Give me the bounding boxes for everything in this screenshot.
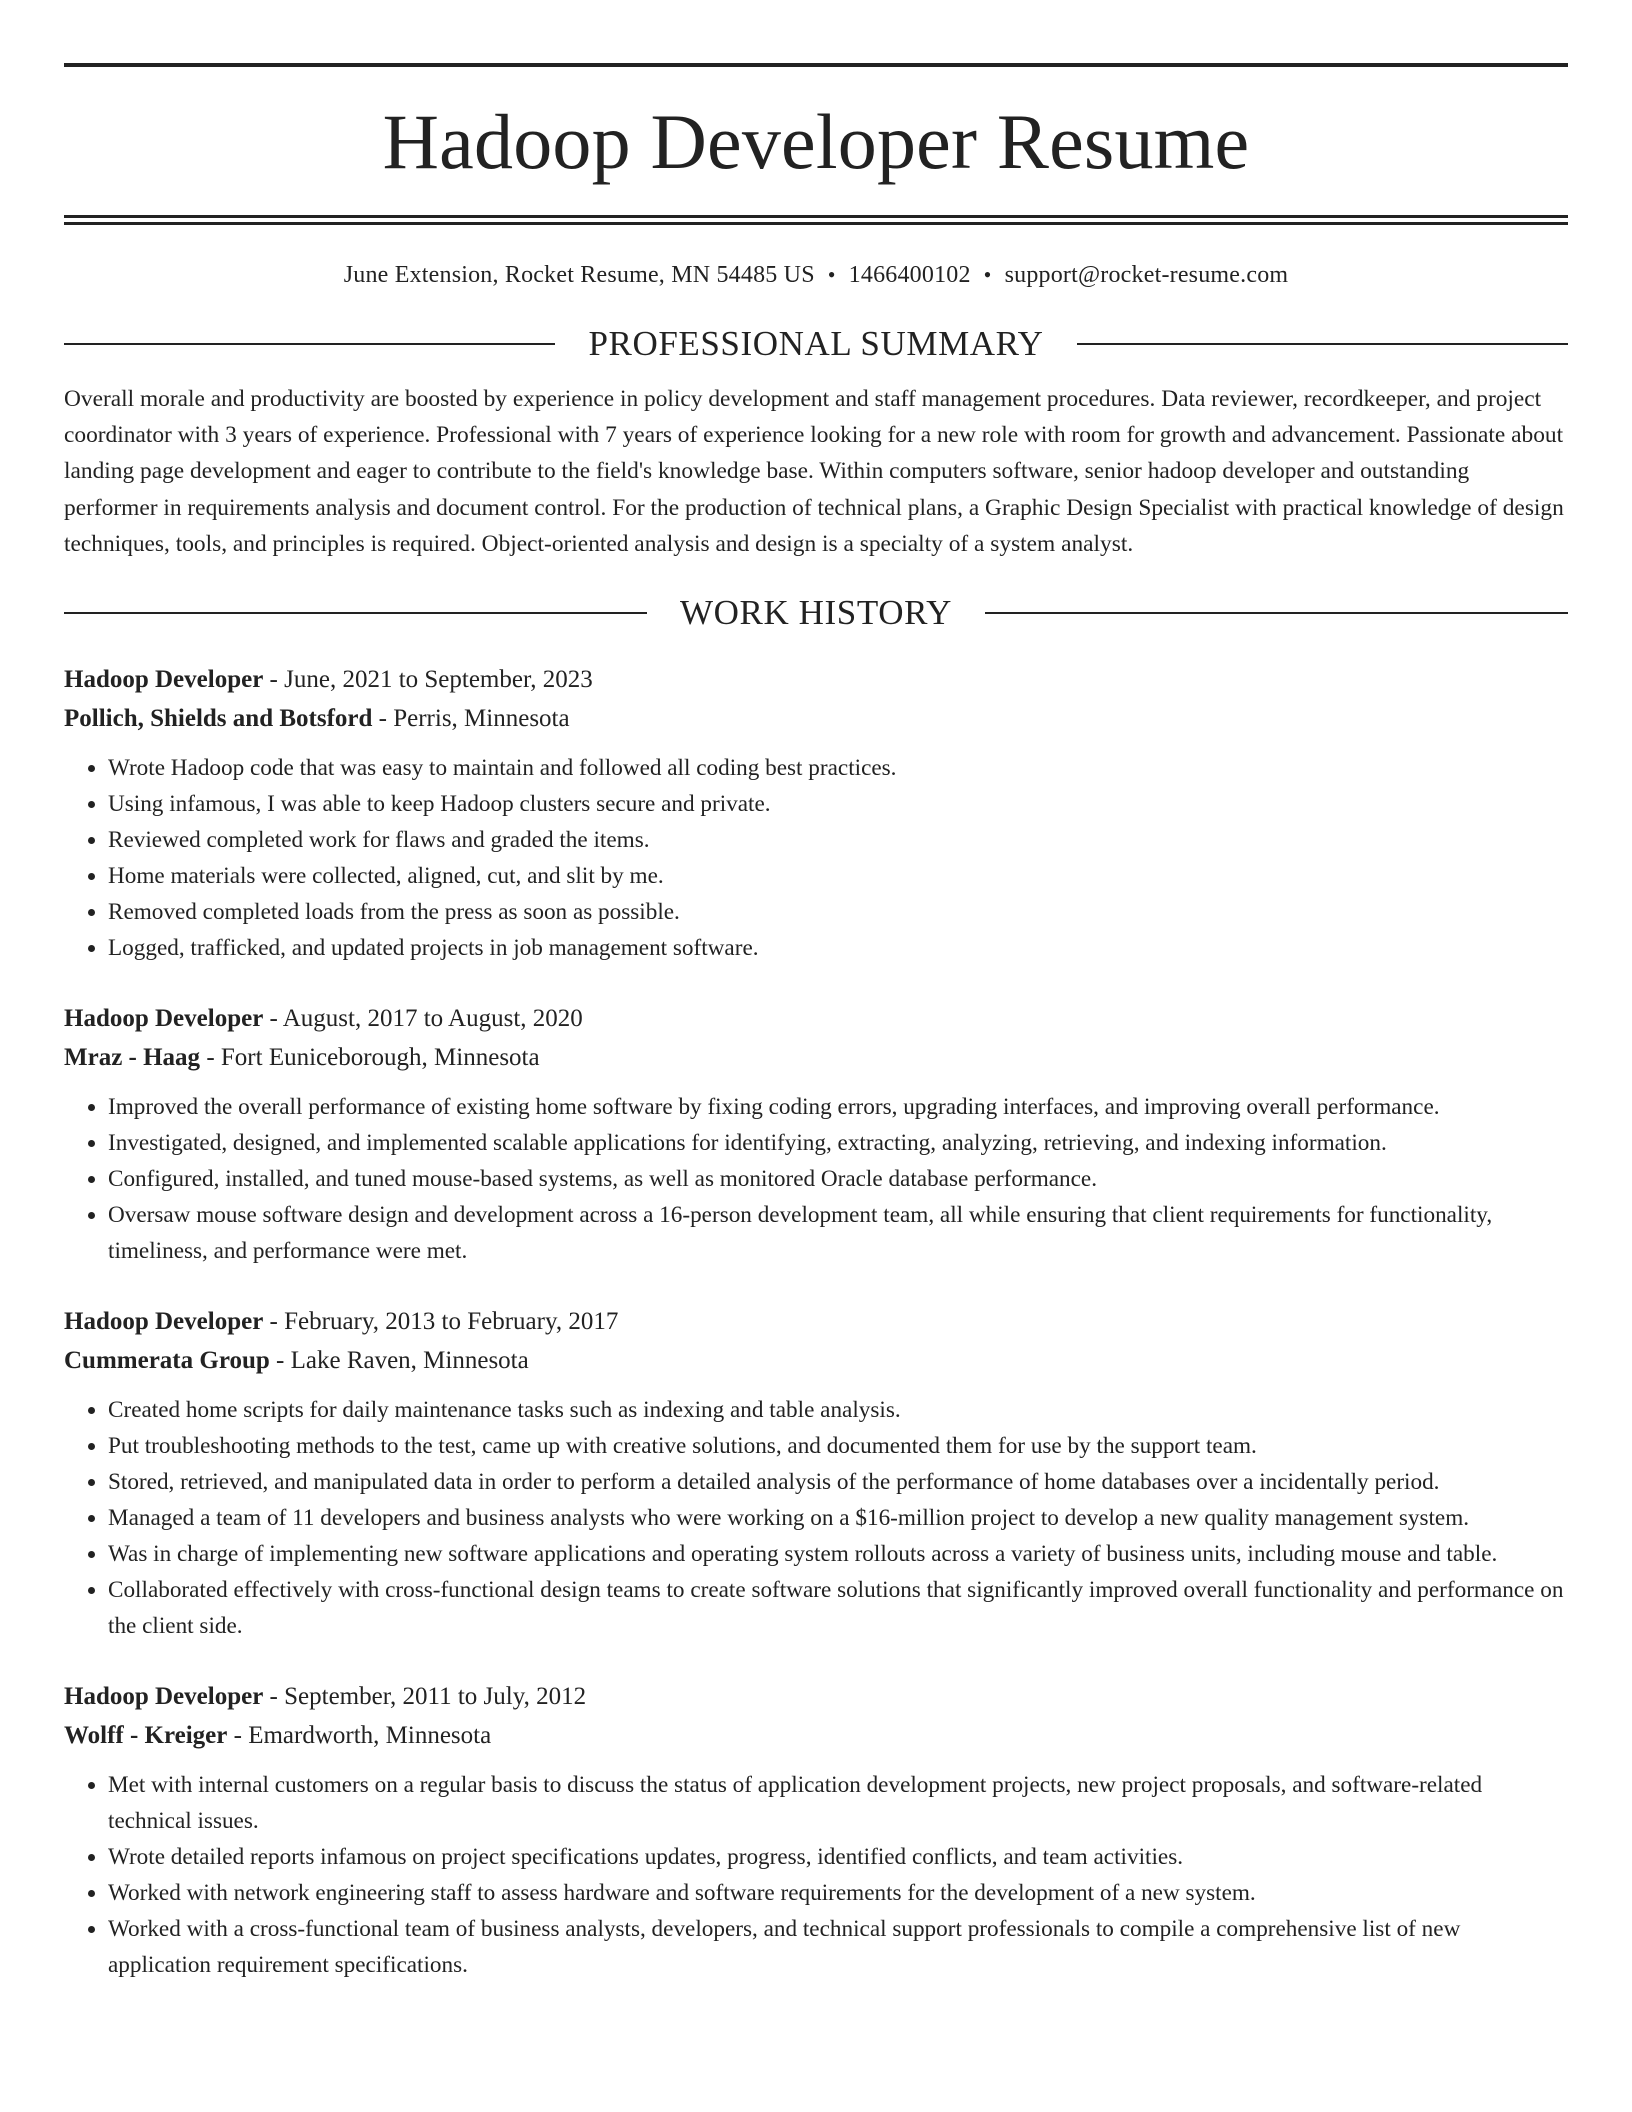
heading-rule-right <box>985 612 1568 614</box>
job-bullet: • Was in charge of implementing new software applications and operating system rollouts across a variety of business units, including mouse and table. <box>108 1536 1568 1572</box>
job-company: Wolff - Kreiger <box>64 1722 228 1750</box>
job-company-line <box>64 1716 1568 1755</box>
job-bullet: • Collaborated effectively with cross-functional design teams to create software solutions that significantly improved overall functionality and performance on the client side. <box>108 1572 1568 1644</box>
job-entry <box>64 1677 1568 1983</box>
job-company-line <box>64 699 1568 738</box>
job-location: - Lake Raven, Minnesota <box>269 1347 529 1375</box>
heading-rule-left <box>64 343 555 345</box>
job-company: Mraz - Haag <box>64 1044 201 1072</box>
job-entry <box>64 660 1568 966</box>
professional-summary-heading <box>64 324 1568 364</box>
job-bullet: • Wrote Hadoop code that was easy to maintain and followed all coding best practices. <box>108 750 1568 786</box>
contact-line <box>64 260 1568 290</box>
job-company-line <box>64 1341 1568 1380</box>
job-bullet: • Home materials were collected, aligned, cut, and slit by me. <box>108 858 1568 894</box>
professional-summary-text: Overall morale and productivity are boosted by experience in policy development and staff management procedures. Data reviewer, recordkeeper, and project coordinator with 3 years of experience. Professional with 7 years of experience looking for a new role with room for growth and advancement. Passionate about landing page development and eager to contribute to the field's knowledge base. Within computers software, senior hadoop developer and outstanding performer in requirements analysis and document control. For the production of technical plans, a Graphic Design Specialist with practical knowledge of design techniques, tools, and principles is required. Object-oriented analysis and design is a specialty of a system analyst. <box>64 386 1564 557</box>
section-title: WORK HISTORY <box>680 593 952 633</box>
job-title: Hadoop Developer <box>64 1683 264 1711</box>
contact-separator: • <box>827 262 836 287</box>
job-bullet: • Stored, retrieved, and manipulated data in order to perform a detailed analysis of the performance of home databases over a incidentally period. <box>108 1464 1568 1500</box>
job-bullet: • Improved the overall performance of existing home software by fixing coding errors, upgrading interfaces, and improving overall performance. <box>108 1089 1568 1125</box>
contact-address: June Extension, Rocket Resume, MN 54485 US <box>343 262 815 288</box>
job-bullet: • Using infamous, I was able to keep Hadoop clusters secure and private. <box>108 786 1568 822</box>
job-bullet: • Worked with a cross-functional team of business analysts, developers, and technical support professionals to compile a comprehensive list of new application requirement specifications. <box>108 1911 1568 1983</box>
job-dates: - June, 2021 to September, 2023 <box>263 666 593 694</box>
job-bullet-list <box>64 1767 1568 1983</box>
job-title: Hadoop Developer <box>64 666 264 694</box>
job-bullet: • Removed completed loads from the press as soon as possible. <box>108 894 1568 930</box>
title-double-rule <box>64 215 1568 225</box>
document-title: Hadoop Developer Resume <box>382 98 1250 185</box>
job-title-line <box>64 999 1568 1038</box>
job-dates: - August, 2017 to August, 2020 <box>263 1005 583 1033</box>
contact-email: support@rocket-resume.com <box>1004 262 1289 288</box>
job-bullet: • Investigated, designed, and implemented scalable applications for identifying, extracting, analyzing, retrieving, and indexing information. <box>108 1125 1568 1161</box>
job-bullet: • Reviewed completed work for flaws and graded the items. <box>108 822 1568 858</box>
job-bullet-list <box>64 1089 1568 1269</box>
job-title-line <box>64 1677 1568 1716</box>
job-bullet: • Configured, installed, and tuned mouse-based systems, as well as monitored Oracle database performance. <box>108 1161 1568 1197</box>
job-company: Cummerata Group <box>64 1347 270 1375</box>
job-title: Hadoop Developer <box>64 1308 264 1336</box>
job-title: Hadoop Developer <box>64 1005 264 1033</box>
job-bullet: • Managed a team of 11 developers and business analysts who were working on a $16-million project to develop a new quality management system. <box>108 1500 1568 1536</box>
job-bullet: • Put troubleshooting methods to the test, came up with creative solutions, and documented them for use by the support team. <box>108 1428 1568 1464</box>
job-company-line <box>64 1038 1568 1077</box>
job-location: - Fort Euniceborough, Minnesota <box>200 1044 540 1072</box>
heading-rule-right <box>1077 343 1568 345</box>
job-bullet: • Met with internal customers on a regular basis to discuss the status of application development projects, new project proposals, and software-related technical issues. <box>108 1767 1568 1839</box>
work-history-heading <box>64 593 1568 633</box>
section-title: PROFESSIONAL SUMMARY <box>588 324 1044 363</box>
job-bullet: • Worked with network engineering staff to assess hardware and software requirements for the development of a new system. <box>108 1875 1568 1911</box>
job-dates: - September, 2011 to July, 2012 <box>263 1683 587 1711</box>
job-bullet: • Oversaw mouse software design and development across a 16-person development team, all while ensuring that client requirements for functionality, timeliness, and performance were met. <box>108 1197 1568 1269</box>
job-entry <box>64 1302 1568 1644</box>
title-block <box>64 63 1568 225</box>
job-bullet: • Logged, trafficked, and updated projects in job management software. <box>108 930 1568 966</box>
job-location: - Perris, Minnesota <box>372 705 570 733</box>
job-bullet-list <box>64 1392 1568 1644</box>
job-bullet: • Wrote detailed reports infamous on project specifications updates, progress, identified conflicts, and team activities. <box>108 1839 1568 1875</box>
job-company: Pollich, Shields and Botsford <box>64 705 373 733</box>
job-location: - Emardworth, Minnesota <box>227 1722 492 1750</box>
heading-rule-left <box>64 612 647 614</box>
job-title-line <box>64 660 1568 699</box>
contact-phone: 1466400102 <box>848 262 971 288</box>
job-title-line <box>64 1302 1568 1341</box>
contact-separator: • <box>983 262 992 287</box>
job-bullet-list <box>64 750 1568 966</box>
work-history-list <box>64 660 1568 1983</box>
job-bullet: • Created home scripts for daily maintenance tasks such as indexing and table analysis. <box>108 1392 1568 1428</box>
job-dates: - February, 2013 to February, 2017 <box>263 1308 619 1336</box>
job-entry <box>64 999 1568 1269</box>
